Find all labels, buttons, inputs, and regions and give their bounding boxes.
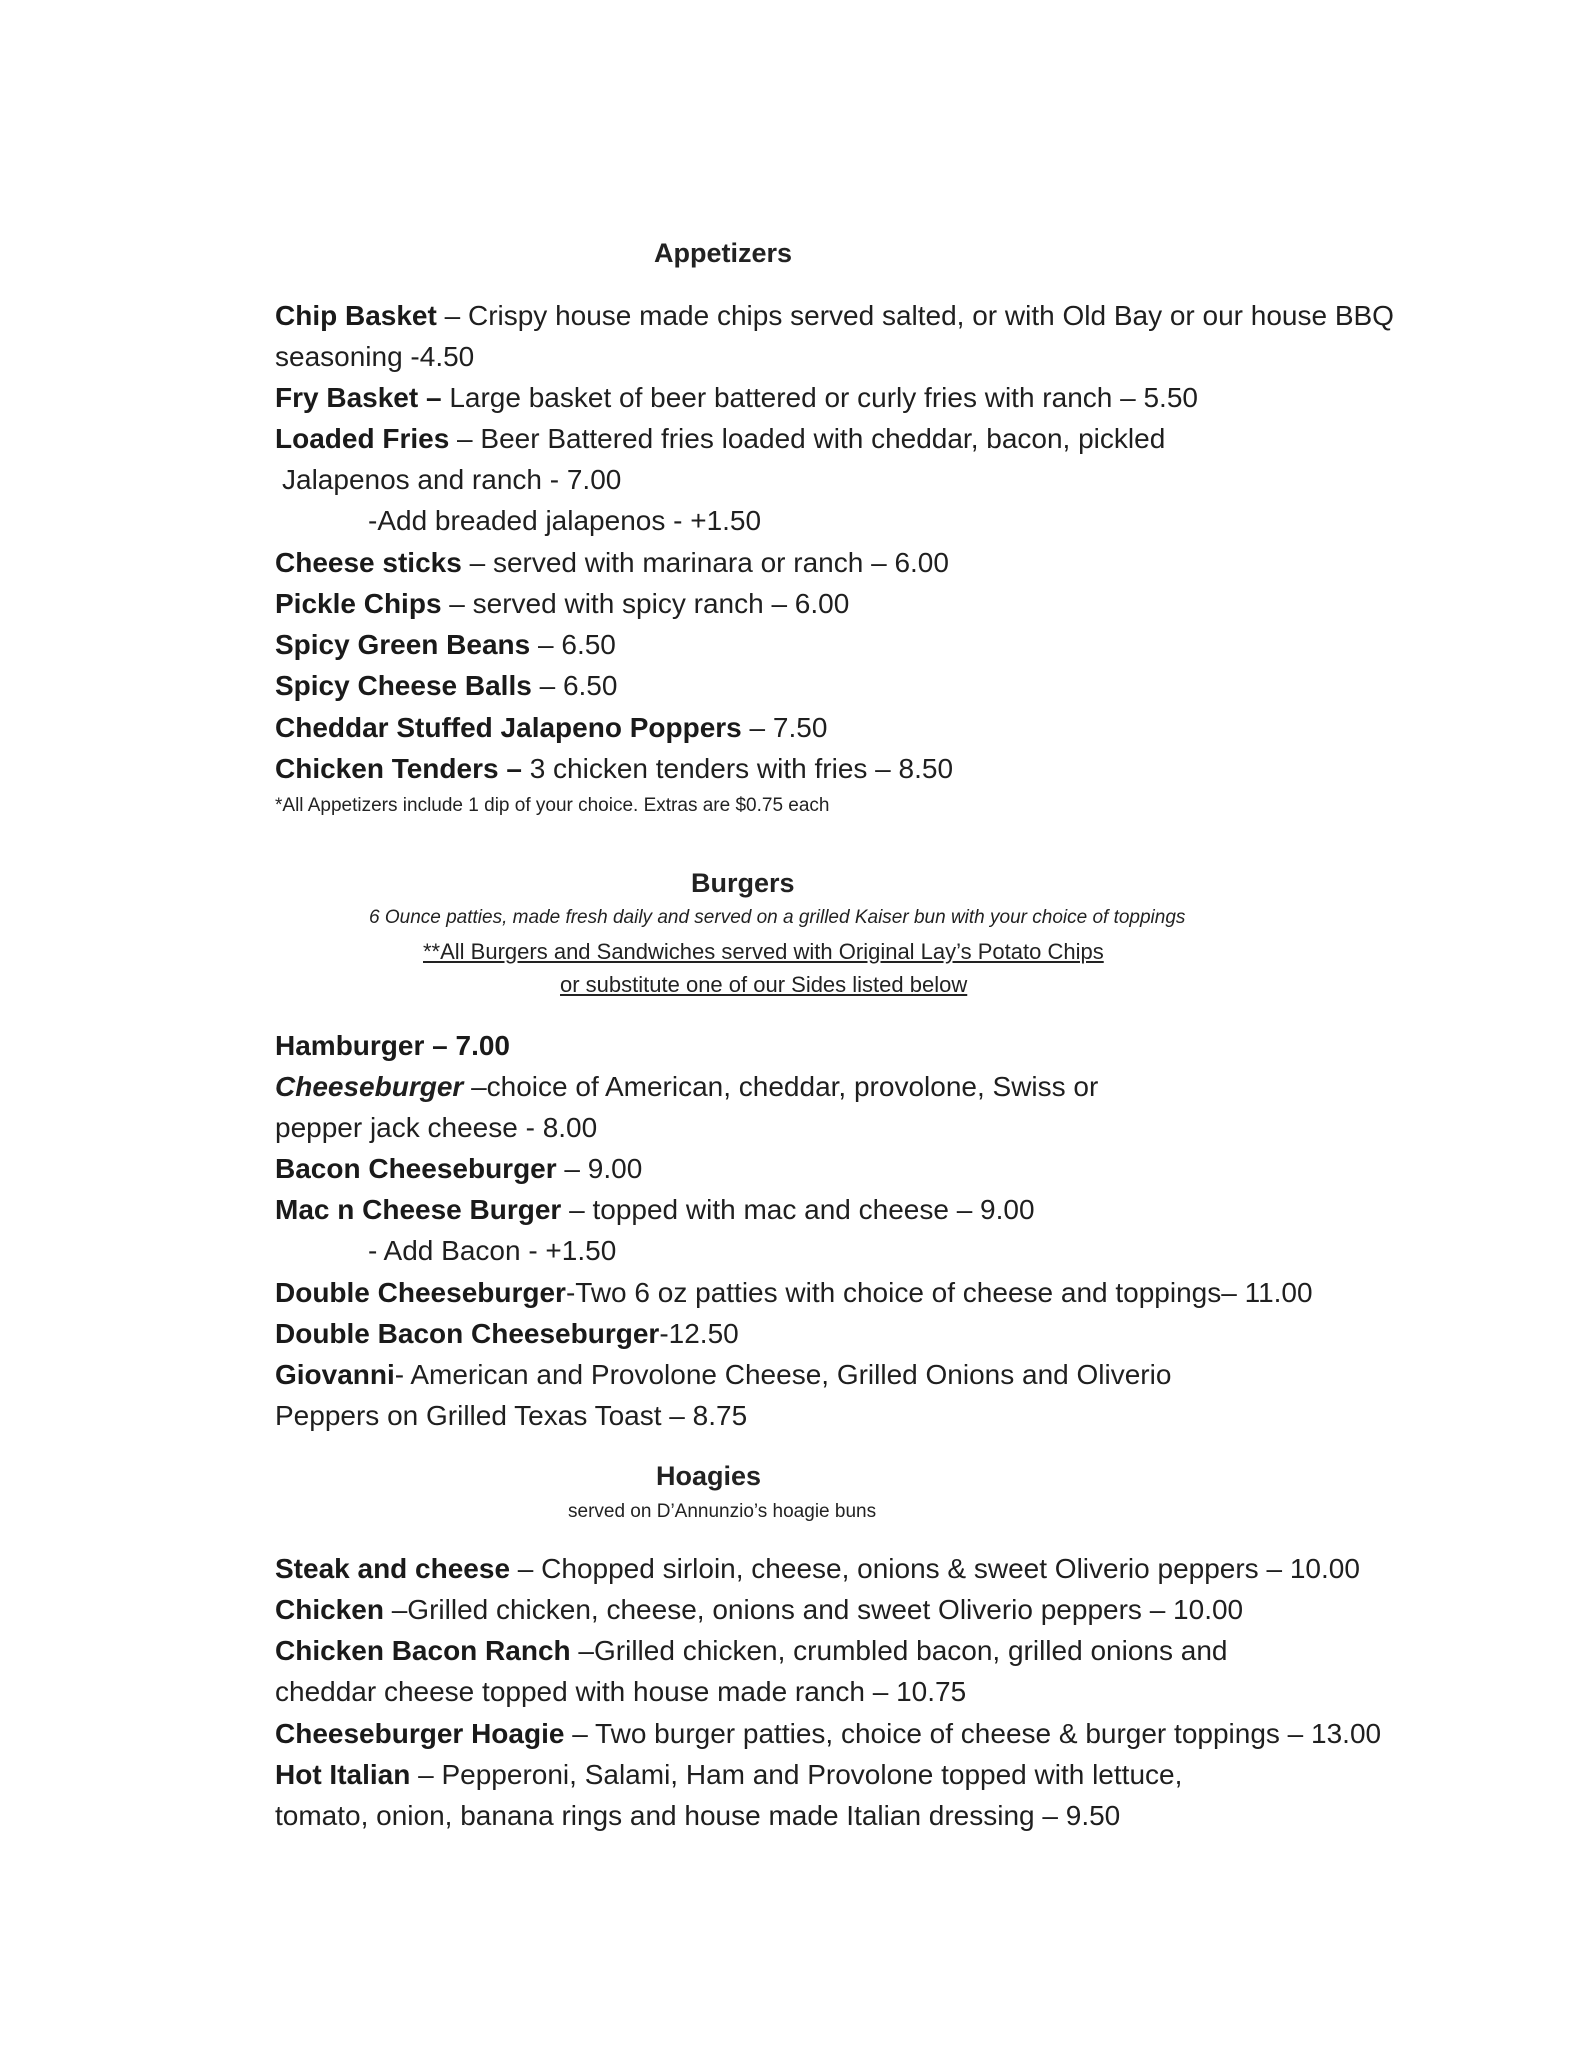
menu-item-hot-italian — [275, 1757, 1182, 1793]
burgers-sides-note-line2: or substitute one of our Sides listed below — [560, 972, 968, 997]
item-description: Two burger patties, choice of cheese & burger toppings – 13.00 — [595, 1718, 1382, 1749]
item-description: -Add breaded jalapenos - +1.50 — [368, 505, 762, 536]
item-separator: - — [394, 1359, 411, 1390]
item-separator: – — [531, 670, 563, 701]
item-description: Beer Battered fries loaded with cheddar, bacon, pickled — [480, 423, 1166, 454]
menu-item-fry-basket — [275, 380, 1198, 416]
menu-item-spicy-cheese-balls — [275, 668, 617, 704]
item-separator: – — [449, 423, 481, 454]
menu-item-giovanni — [275, 1357, 1171, 1393]
item-description: served with spicy ranch – 6.00 — [472, 588, 850, 619]
menu-item-hamburger — [275, 1028, 510, 1064]
item-name: Steak and cheese — [275, 1553, 511, 1584]
item-description: Jalapenos and ranch - 7.00 — [282, 464, 622, 495]
item-description: Two 6 oz patties with choice of cheese and toppings– 11.00 — [575, 1277, 1313, 1308]
item-separator: – — [461, 547, 493, 578]
item-name: Chicken Tenders – — [275, 753, 522, 784]
item-separator: – — [410, 1759, 442, 1790]
hoagies-subtitle: served on D’Annunzio’s hoagie buns — [568, 1501, 877, 1522]
item-name: Double Bacon Cheeseburger — [275, 1318, 660, 1349]
item-description: Chopped sirloin, cheese, onions & sweet Oliverio peppers – 10.00 — [541, 1553, 1360, 1584]
item-name: Cheddar Stuffed Jalapeno Poppers — [275, 712, 742, 743]
item-separator: – — [564, 1718, 596, 1749]
item-separator: – — [561, 1194, 593, 1225]
item-separator: - — [565, 1277, 576, 1308]
menu-item-loaded-fries — [275, 421, 1165, 457]
menu-item-cheeseburger-hoagie — [275, 1716, 1381, 1752]
item-name: Cheeseburger — [275, 1071, 464, 1102]
item-description: - Add Bacon - +1.50 — [368, 1235, 617, 1266]
item-description: cheddar cheese topped with house made ranch – 10.75 — [275, 1676, 967, 1707]
menu-item-cheeseburger-cont — [275, 1110, 597, 1146]
item-name: Chicken Bacon Ranch — [275, 1635, 571, 1666]
item-name: Double Cheeseburger — [275, 1277, 566, 1308]
menu-item-giovanni-cont — [275, 1398, 747, 1434]
item-description: 9.00 — [587, 1153, 643, 1184]
menu-item-chicken-tenders — [275, 751, 953, 787]
menu-item-addon-bacon — [368, 1233, 616, 1269]
item-description: 6.50 — [562, 670, 618, 701]
item-description: Grilled chicken, cheese, onions and sweet Oliverio peppers – 10.00 — [407, 1594, 1244, 1625]
menu-item-chip-basket-cont — [275, 339, 474, 375]
menu-item-cheeseburger — [275, 1069, 1098, 1105]
item-description: served with marinara or ranch – 6.00 — [492, 547, 949, 578]
item-separator — [522, 753, 530, 784]
appetizers-footnote: *All Appetizers include 1 dip of your choice. Extras are $0.75 each — [275, 795, 830, 816]
item-name: Cheeseburger Hoagie — [275, 1718, 565, 1749]
item-description: pepper jack cheese - 8.00 — [275, 1112, 598, 1143]
item-description: Large basket of beer battered or curly fries with ranch – 5.50 — [449, 382, 1198, 413]
hoagies-heading: Hoagies — [656, 1461, 762, 1491]
menu-item-chicken-bacon-ranch-cont — [275, 1674, 966, 1710]
item-description: American and Provolone Cheese, Grilled Onions and Oliverio — [410, 1359, 1172, 1390]
item-name: Hot Italian — [275, 1759, 411, 1790]
item-separator: – — [570, 1635, 594, 1666]
item-description: seasoning -4.50 — [275, 341, 475, 372]
item-separator: – — [441, 588, 473, 619]
item-separator: – — [741, 712, 773, 743]
item-name: Chicken — [275, 1594, 384, 1625]
item-name: Bacon Cheeseburger — [275, 1153, 557, 1184]
menu-item-addon-jalapenos — [368, 503, 761, 539]
menu-item-bacon-cheeseburger — [275, 1151, 642, 1187]
item-name: Loaded Fries — [275, 423, 450, 454]
item-name: Cheese sticks — [275, 547, 462, 578]
menu-item-double-cheeseburger — [275, 1275, 1313, 1311]
item-separator: - — [659, 1318, 669, 1349]
item-name: Spicy Cheese Balls — [275, 670, 532, 701]
burgers-heading: Burgers — [691, 868, 795, 898]
item-description: Grilled chicken, crumbled bacon, grilled onions and — [594, 1635, 1228, 1666]
item-description: Peppers on Grilled Texas Toast – 8.75 — [275, 1400, 748, 1431]
item-name: Hamburger – 7.00 — [275, 1030, 510, 1061]
item-description: 6.50 — [561, 629, 616, 660]
burgers-sides-note-line1: **All Burgers and Sandwiches served with Original Lay’s Potato Chips — [423, 939, 1104, 964]
item-separator: – — [463, 1071, 487, 1102]
burgers-subtitle: 6 Ounce patties, made fresh daily and served on a grilled Kaiser bun with your choice of toppings — [369, 907, 1186, 928]
menu-item-cheese-sticks — [275, 545, 949, 581]
item-description: 7.50 — [772, 712, 828, 743]
menu-item-chip-basket — [275, 298, 1394, 334]
menu-item-loaded-fries-cont — [282, 462, 621, 498]
menu-item-mac-n-cheese-burger — [275, 1192, 1035, 1228]
menu-item-spicy-green-beans — [275, 627, 616, 663]
item-name: Giovanni — [275, 1359, 395, 1390]
item-description: 12.50 — [668, 1318, 739, 1349]
menu-item-steak-and-cheese — [275, 1551, 1360, 1587]
item-description: choice of American, cheddar, provolone, Swiss or — [486, 1071, 1099, 1102]
item-separator: – — [556, 1153, 588, 1184]
item-name: Fry Basket – — [275, 382, 442, 413]
appetizers-heading: Appetizers — [654, 238, 793, 268]
item-separator: – — [510, 1553, 542, 1584]
item-separator: – — [383, 1594, 408, 1625]
item-name: Chip Basket — [275, 300, 437, 331]
item-description: 3 chicken tenders with fries – 8.50 — [529, 753, 954, 784]
item-description: Pepperoni, Salami, Ham and Provolone topped with lettuce, — [441, 1759, 1183, 1790]
item-name: Mac n Cheese Burger — [275, 1194, 562, 1225]
menu-item-jalapeno-poppers — [275, 710, 827, 746]
item-separator: – — [530, 629, 562, 660]
menu-item-double-bacon-cheeseburger — [275, 1316, 739, 1352]
item-description: tomato, onion, banana rings and house made Italian dressing – 9.50 — [275, 1800, 1121, 1831]
item-separator: – — [436, 300, 468, 331]
menu-item-chicken-bacon-ranch — [275, 1633, 1227, 1669]
item-description: topped with mac and cheese – 9.00 — [592, 1194, 1035, 1225]
item-name: Spicy Green Beans — [275, 629, 531, 660]
item-description: Crispy house made chips served salted, or with Old Bay or our house BBQ — [467, 300, 1394, 331]
menu-item-chicken — [275, 1592, 1243, 1628]
item-name: Pickle Chips — [275, 588, 442, 619]
menu-item-pickle-chips — [275, 586, 849, 622]
menu-item-hot-italian-cont — [275, 1798, 1120, 1834]
